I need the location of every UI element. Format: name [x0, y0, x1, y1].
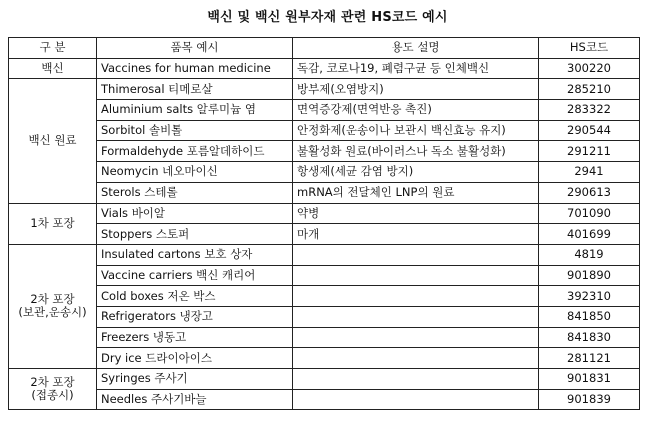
table-row [9, 120, 640, 141]
item-cell: Sterols 스테롤 [97, 182, 293, 203]
header-row [9, 38, 640, 59]
use-cell: 안정화제(운송이나 보관시 백신효능 유지) [293, 120, 539, 141]
item-cell: Neomycin 네오마이신 [97, 162, 293, 183]
hs-code-cell: 300220 [539, 58, 640, 79]
item-cell: Syringes 주사기 [97, 369, 293, 390]
hs-code-cell: 701090 [539, 203, 640, 224]
item-cell: Formaldehyde 포름알데하이드 [97, 141, 293, 162]
item-cell: Stoppers 스토퍼 [97, 224, 293, 245]
table-row [9, 265, 640, 286]
use-cell [293, 244, 539, 265]
category-label: 백신 원료 [28, 133, 77, 148]
table-row [9, 369, 640, 390]
table-row [9, 182, 640, 203]
use-cell: 독감, 코로나19, 폐렴구균 등 인체백신 [293, 58, 539, 79]
table-row [9, 306, 640, 327]
hs-code-cell: 901839 [539, 389, 640, 410]
hs-code-cell: 290544 [539, 120, 640, 141]
use-cell: 마개 [293, 224, 539, 245]
hs-code-cell: 2941 [539, 162, 640, 183]
header-use-description: 용도 설명 [293, 38, 539, 59]
item-cell: Vaccine carriers 백신 캐리어 [97, 265, 293, 286]
table-row [9, 244, 640, 265]
item-cell: Needles 주사기바늘 [97, 389, 293, 410]
category-label: (보관,운송시) [18, 305, 87, 320]
category-cell [9, 369, 97, 410]
category-label: 1차 포장 [30, 216, 75, 231]
table-row [9, 286, 640, 307]
use-cell: 항생제(세균 감염 방지) [293, 162, 539, 183]
category-cell [9, 203, 97, 244]
use-cell [293, 306, 539, 327]
document-title: 백신 및 백신 원부자재 관련 HS코드 예시 [207, 10, 448, 25]
category-label: 2차 포장 [30, 375, 75, 390]
hs-code-cell: 291211 [539, 141, 640, 162]
use-cell [293, 389, 539, 410]
table-row [9, 58, 640, 79]
category-label: 2차 포장 [30, 292, 75, 307]
category-label: (접종시) [31, 388, 74, 403]
use-cell: 불활성화 원료(바이러스나 독소 불활성화) [293, 141, 539, 162]
item-cell: Cold boxes 저온 박스 [97, 286, 293, 307]
hs-code-cell: 401699 [539, 224, 640, 245]
use-cell: 방부제(오염방지) [293, 79, 539, 100]
use-cell [293, 327, 539, 348]
hs-code-cell: 4819 [539, 244, 640, 265]
table-row [9, 79, 640, 100]
use-cell: 약병 [293, 203, 539, 224]
use-cell [293, 369, 539, 390]
table-row [9, 327, 640, 348]
table-row [9, 100, 640, 121]
category-cell [9, 244, 97, 368]
hs-code-cell: 290613 [539, 182, 640, 203]
item-cell: Sorbitol 솔비톨 [97, 120, 293, 141]
hs-code-cell: 392310 [539, 286, 640, 307]
use-cell: mRNA의 전달체인 LNP의 원료 [293, 182, 539, 203]
hs-code-cell: 841850 [539, 306, 640, 327]
item-cell: Refrigerators 냉장고 [97, 306, 293, 327]
use-cell [293, 348, 539, 369]
hs-code-cell: 901890 [539, 265, 640, 286]
hs-code-table [8, 37, 640, 410]
category-cell [9, 79, 97, 203]
hs-code-cell: 901831 [539, 369, 640, 390]
hs-code-cell: 285210 [539, 79, 640, 100]
table-row [9, 224, 640, 245]
table-row [9, 203, 640, 224]
table-row [9, 162, 640, 183]
item-cell: Vials 바이알 [97, 203, 293, 224]
category-label: 백신 [41, 61, 64, 76]
header-hs-code: HS코드 [539, 38, 640, 59]
item-cell: Insulated cartons 보호 상자 [97, 244, 293, 265]
category-cell [9, 58, 97, 79]
table-header [9, 38, 640, 59]
hs-code-cell: 281121 [539, 348, 640, 369]
table-row [9, 141, 640, 162]
item-cell: Thimerosal 티메로살 [97, 79, 293, 100]
item-cell: Freezers 냉동고 [97, 327, 293, 348]
table-row [9, 389, 640, 410]
hs-code-cell: 841830 [539, 327, 640, 348]
item-cell: Aluminium salts 알루미늄 염 [97, 100, 293, 121]
item-cell: Dry ice 드라이아이스 [97, 348, 293, 369]
table-row [9, 348, 640, 369]
use-cell [293, 286, 539, 307]
header-category: 구 분 [9, 38, 97, 59]
item-cell: Vaccines for human medicine [97, 58, 293, 79]
use-cell: 면역증강제(면역반응 촉진) [293, 100, 539, 121]
table-body [9, 58, 640, 410]
header-item-example: 품목 예시 [97, 38, 293, 59]
use-cell [293, 265, 539, 286]
hs-code-cell: 283322 [539, 100, 640, 121]
